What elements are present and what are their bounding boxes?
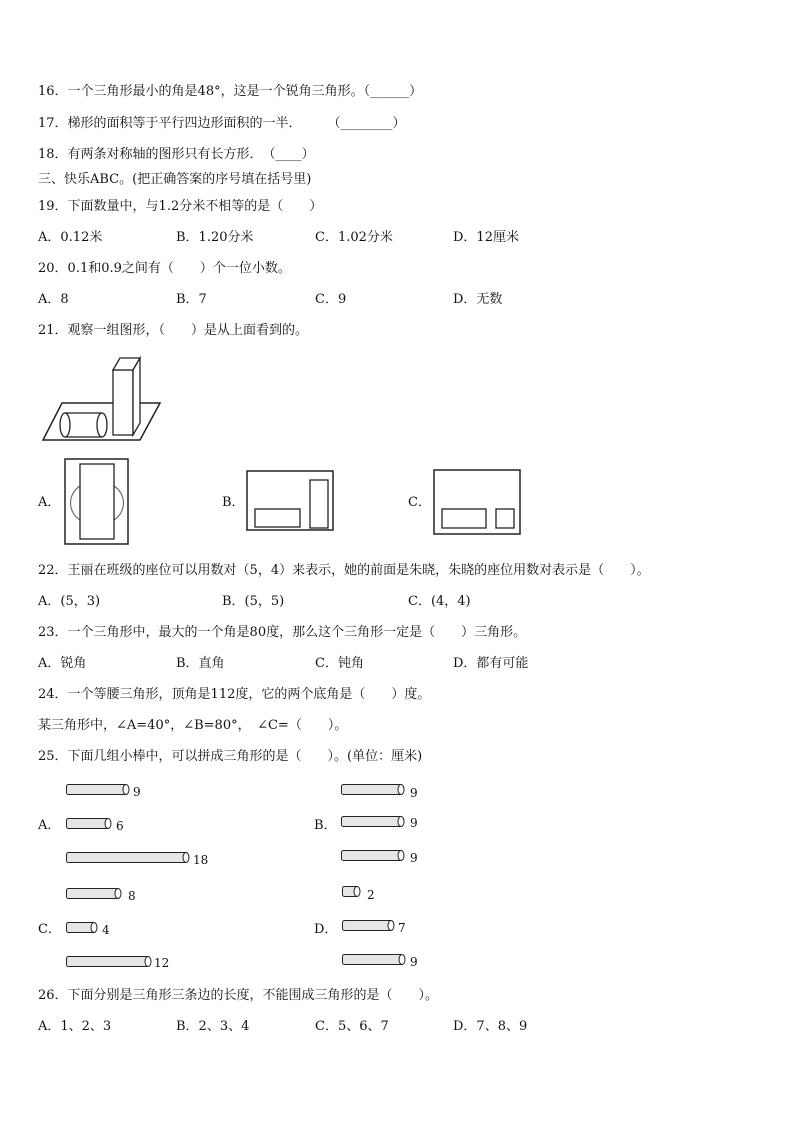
stick	[341, 850, 405, 862]
stick-length: 9	[410, 955, 418, 969]
q21-3d-figure	[40, 350, 170, 445]
stick-length: 18	[193, 853, 209, 867]
q26-option-d: D．7、8、9	[453, 1019, 528, 1034]
question-18: 18．有两条对称轴的图形只有长方形． （____）	[38, 147, 315, 162]
stick	[341, 784, 405, 796]
question-17: 17．梯形的面积等于平行四边形面积的一半． （________）	[38, 116, 406, 131]
stick	[66, 922, 98, 934]
q23-option-c: C．钝角	[315, 656, 364, 671]
stick	[66, 888, 122, 900]
q19-option-c: C．1.02分米	[315, 230, 393, 245]
stick-length: 7	[398, 921, 406, 935]
stick	[66, 956, 152, 968]
q20-option-b: B．7	[176, 292, 207, 307]
q19-option-d: D．12厘米	[453, 230, 519, 245]
q26-option-b: B．2、3、4	[176, 1019, 250, 1034]
q19-option-a: A．0.12米	[38, 230, 103, 245]
q25-option-c-label: C．	[38, 922, 61, 937]
question-16: 16．一个三角形最小的角是48°，这是一个锐角三角形。（______）	[38, 84, 423, 99]
q21-view-c	[433, 469, 523, 537]
q22-option-a: A．(5，3)	[38, 594, 101, 609]
q22-option-b: B．(5，5)	[222, 594, 285, 609]
question-20: 20．0.1和0.9之间有（ ）个一位小数。	[38, 261, 291, 276]
q21-view-a	[64, 458, 130, 546]
q23-option-b: B．直角	[176, 656, 225, 671]
stick	[342, 886, 362, 898]
q19-option-b: B．1.20分米	[176, 230, 254, 245]
q26-option-a: A．1、2、3	[38, 1019, 112, 1034]
question-24-extra: 某三角形中，∠A=40°，∠B=80°， ∠C=（ ）。	[38, 718, 348, 733]
stick	[341, 816, 405, 828]
stick	[66, 784, 130, 796]
question-24: 24．一个等腰三角形，顶角是112度，它的两个底角是（ ）度。	[38, 687, 431, 702]
q20-option-d: D．无数	[453, 292, 503, 307]
question-22: 22．王丽在班级的座位可以用数对（5，4）来表示，她的前面是朱晓，朱晓的座位用数对表示是（ ）。	[38, 563, 650, 578]
question-26: 26．下面分别是三角形三条边的长度，不能围成三角形的是（ ）。	[38, 988, 439, 1003]
q26-option-c: C．5、6、7	[315, 1019, 389, 1034]
stick-length: 9	[410, 816, 418, 830]
q23-option-a: A．锐角	[38, 656, 87, 671]
stick-length: 4	[102, 923, 110, 937]
stick	[342, 954, 406, 966]
q25-option-d-label: D．	[314, 922, 338, 937]
stick-length: 2	[367, 888, 375, 902]
q25-option-a-label: A．	[38, 818, 61, 833]
q21-view-b	[246, 470, 336, 532]
stick-length: 9	[133, 785, 141, 799]
q20-option-c: C．9	[315, 292, 347, 307]
stick-length: 6	[116, 819, 124, 833]
q21-option-a: A．	[38, 495, 61, 510]
question-19: 19．下面数量中，与1.2分米不相等的是（ ）	[38, 199, 323, 214]
question-23: 23．一个三角形中，最大的一个角是80度，那么这个三角形一定是（ ）三角形。	[38, 625, 527, 640]
q22-option-c: C．(4，4)	[408, 594, 471, 609]
q21-option-c: C．	[408, 495, 431, 510]
stick	[342, 920, 396, 932]
q23-option-d: D．都有可能	[453, 656, 529, 671]
stick-length: 12	[154, 956, 170, 970]
stick	[66, 818, 112, 830]
question-25: 25．下面几组小棒中，可以拼成三角形的是（ ）。(单位：厘米)	[38, 749, 423, 764]
question-21: 21．观察一组图形，（ ）是从上面看到的。	[38, 323, 309, 338]
stick-length: 9	[410, 786, 418, 800]
stick	[66, 852, 190, 864]
q21-option-b: B．	[222, 495, 245, 510]
q20-option-a: A．8	[38, 292, 69, 307]
section-heading: 三、快乐ABC。(把正确答案的序号填在括号里)	[38, 172, 312, 187]
q25-option-b-label: B．	[314, 818, 337, 833]
stick-length: 8	[128, 889, 136, 903]
stick-length: 9	[410, 851, 418, 865]
